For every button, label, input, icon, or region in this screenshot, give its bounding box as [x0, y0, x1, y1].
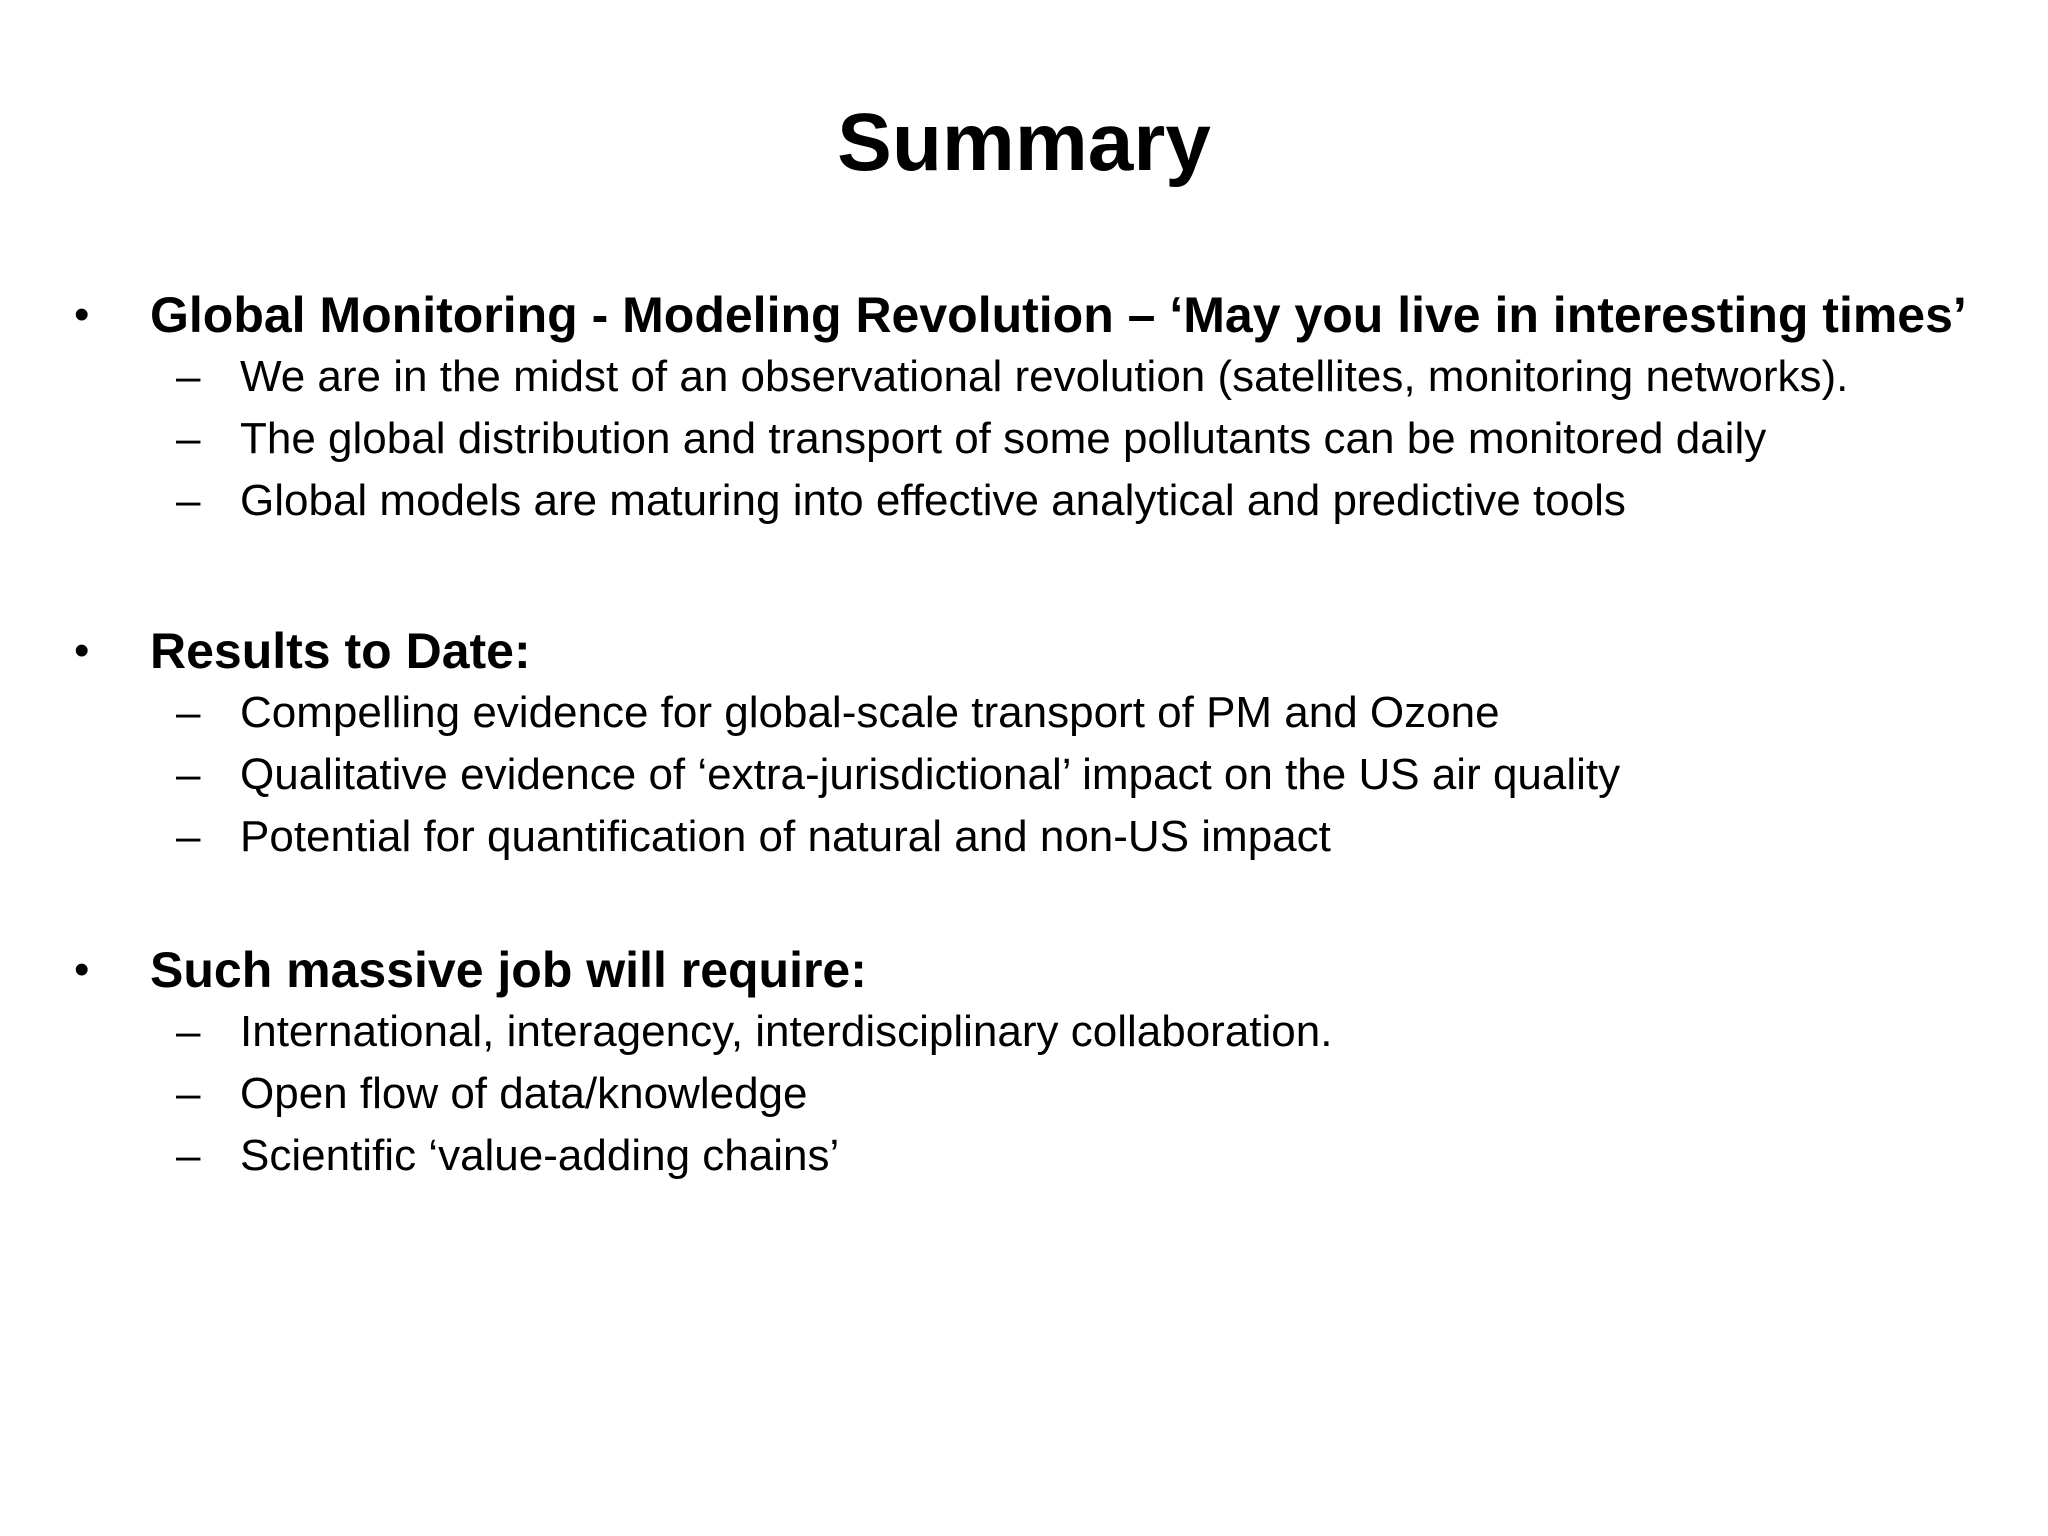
bullet-item [0, 620, 2048, 682]
dash-icon: – [176, 1069, 201, 1118]
dash-icon: – [176, 812, 201, 861]
bullet-icon: • [74, 626, 90, 675]
sub-bullet-text: Qualitative evidence of ‘extra-jurisdictional’ impact on the US air quality [240, 750, 1621, 799]
sub-bullet-item [0, 1125, 2048, 1187]
sub-bullet-text: We are in the midst of an observational revolution (satellites, monitoring networks). [240, 352, 1849, 401]
dash-icon: – [176, 1007, 201, 1056]
sub-bullet-text: Scientific ‘value-adding chains’ [240, 1131, 840, 1180]
sub-bullet-text: International, interagency, interdisciplinary collaboration. [240, 1007, 1333, 1056]
sub-bullet-text: Compelling evidence for global-scale transport of PM and Ozone [240, 688, 1500, 737]
bullet-heading: Global Monitoring - Modeling Revolution – ‘May you live in interesting times’ [150, 287, 1967, 343]
bullet-icon: • [74, 945, 90, 994]
sub-bullet-item [0, 408, 2048, 470]
sub-bullet-item [0, 682, 2048, 744]
sub-bullet-item [0, 1001, 2048, 1063]
section-global-monitoring [0, 284, 2048, 532]
dash-icon: – [176, 476, 201, 525]
sub-bullet-item [0, 470, 2048, 532]
dash-icon: – [176, 688, 201, 737]
dash-icon: – [176, 352, 201, 401]
sub-bullet-item [0, 806, 2048, 868]
sub-bullet-item [0, 744, 2048, 806]
dash-icon: – [176, 414, 201, 463]
bullet-icon: • [74, 290, 90, 339]
sub-bullet-text: Global models are maturing into effective analytical and predictive tools [240, 476, 1626, 525]
slide-title: Summary [837, 97, 1211, 188]
sub-bullet-text: Potential for quantification of natural and non-US impact [240, 812, 1331, 861]
bullet-item [0, 939, 2048, 1001]
sub-bullet-text: The global distribution and transport of some pollutants can be monitored daily [240, 414, 1767, 463]
sub-bullet-text: Open flow of data/knowledge [240, 1069, 808, 1118]
sub-bullet-item [0, 346, 2048, 408]
dash-icon: – [176, 750, 201, 799]
bullet-item [0, 284, 2048, 346]
sub-bullet-item [0, 1063, 2048, 1125]
bullet-heading: Such massive job will require: [150, 942, 867, 998]
bullet-heading: Results to Date: [150, 623, 531, 679]
section-massive-job [0, 939, 2048, 1187]
section-results-to-date [0, 620, 2048, 868]
dash-icon: – [176, 1131, 201, 1180]
